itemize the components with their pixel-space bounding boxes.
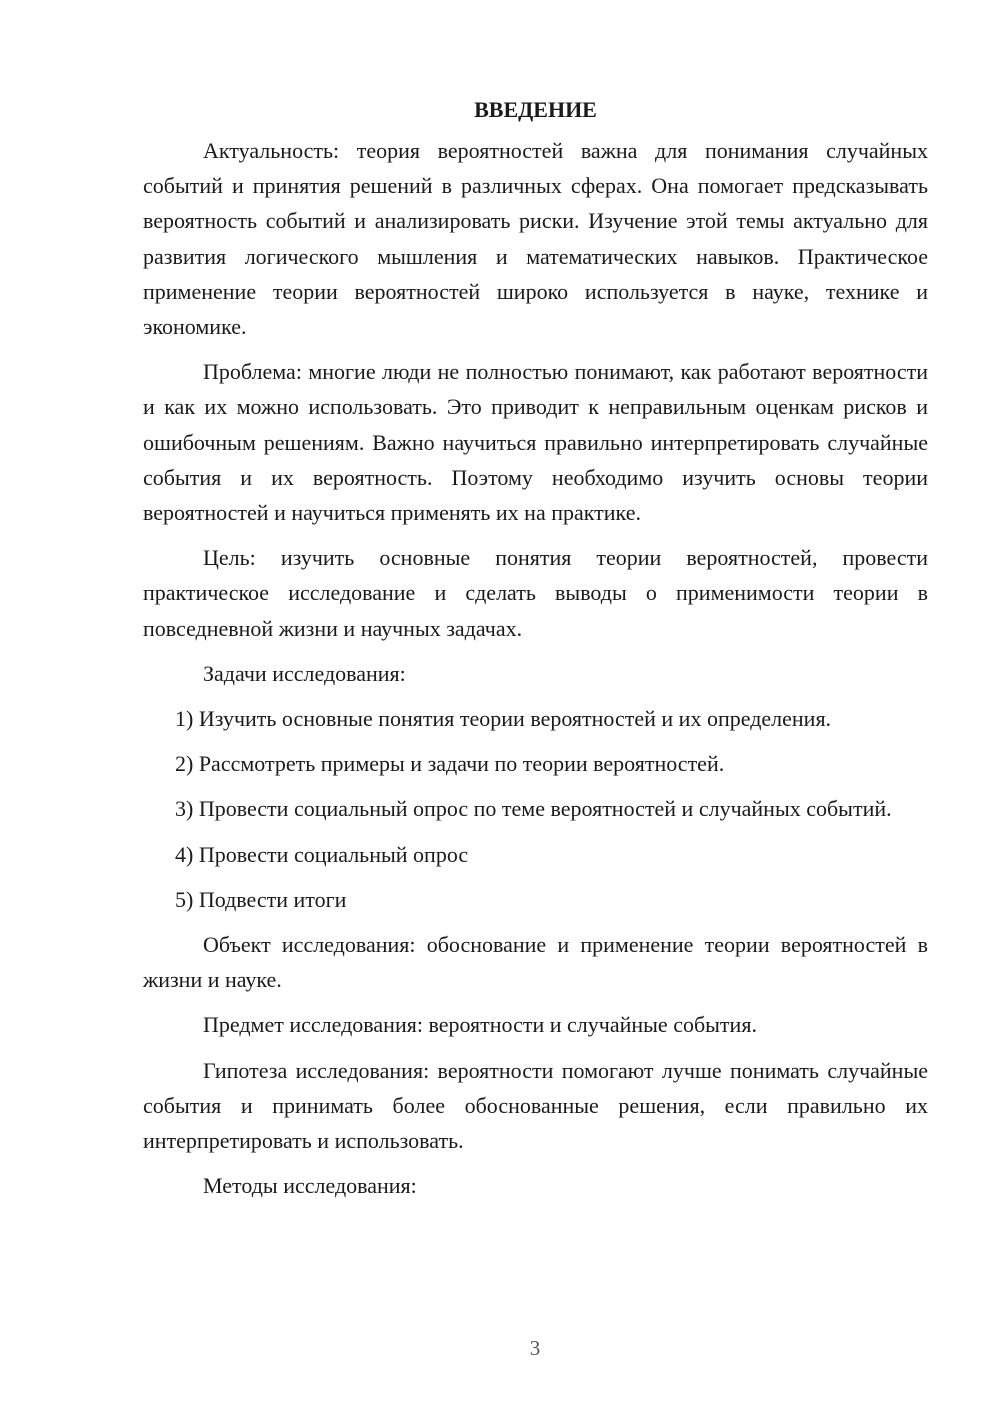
task-item-1: 1) Изучить основные понятия теории вероятностей и их определения. (175, 706, 832, 732)
task-item-3: 3) Провести социальный опрос по теме вероятностей и случайных событий. (175, 796, 892, 822)
methods-heading: Методы исследования: (203, 1173, 417, 1199)
paragraph-object: Объект исследования: обоснование и применение теории вероятностей в жизни и науке. (143, 932, 928, 993)
page-number: 3 (529, 1336, 541, 1360)
tasks-heading: Задачи исследования: (203, 660, 406, 686)
section-title: ВВЕДЕНИЕ (474, 97, 597, 122)
paragraph-problem: Проблема: многие люди не полностью понимают, как работают вероятности и как их можно использовать. Это приводит к неправильным оценкам рисков и ошибочным решениям. Важно научиться правильно интерпретировать случайные события и их вероятность. Поэтому необходимо изучить основы теории вероятностей и научиться применять их на практике. (143, 359, 928, 526)
document-page (143, 92, 928, 1213)
task-item-4: 4) Провести социальный опрос (175, 841, 469, 867)
paragraph-goal: Цель: изучить основные понятия теории вероятностей, провести практическое исследование и сделать выводы о применимости теории в повседневной жизни и научных задачах. (143, 545, 928, 641)
paragraph-hypothesis: Гипотеза исследования: вероятности помогают лучше понимать случайные события и принимать более обоснованные решения, если правильно их интерпретировать и использовать. (143, 1057, 928, 1154)
paragraph-relevance: Актуальность: теория вероятностей важна для понимания случайных событий и принятия решений в различных сферах. Она помогает предсказывать вероятность событий и анализировать риски. Изучение этой темы актуально для развития логического мышления и математических навыков. Практическое применение теории вероятностей широко используется в науке, технике и экономике. (143, 138, 928, 340)
task-item-2: 2) Рассмотреть примеры и задачи по теории вероятностей. (175, 751, 725, 777)
task-item-5: 5) Подвести итоги (175, 886, 347, 912)
paragraph-subject: Предмет исследования: вероятности и случайные события. (203, 1012, 757, 1038)
